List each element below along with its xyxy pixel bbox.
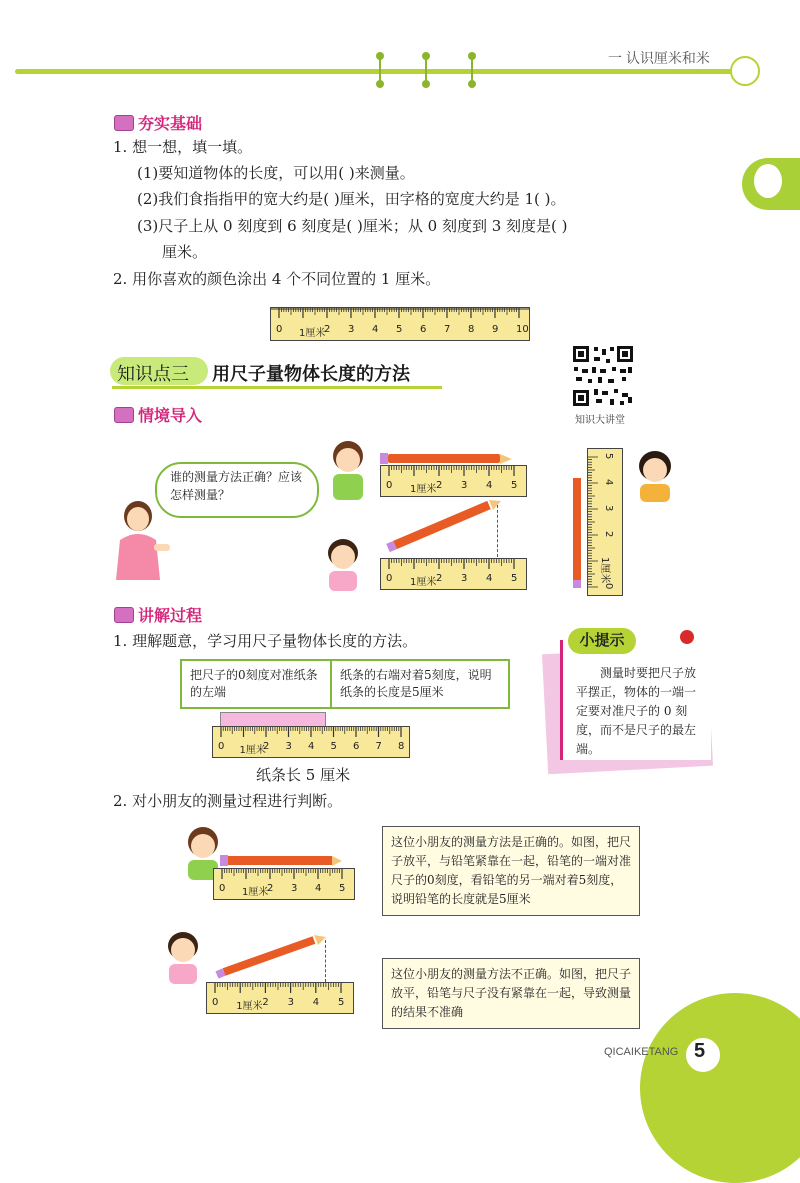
pencil-illustration	[228, 856, 332, 865]
binder-clip-icon	[422, 52, 430, 88]
qr-caption: 知识大讲堂	[575, 415, 625, 426]
section-title-basics: 夯实基础	[138, 116, 203, 133]
ruler-label: 3	[285, 741, 292, 752]
ruler-5cm-correct[interactable]	[213, 868, 355, 900]
ruler-label: 4	[312, 997, 320, 1008]
ruler-label: 5	[338, 997, 345, 1008]
tip-title: 小提示	[568, 628, 636, 654]
ruler-5cm-vertical[interactable]	[587, 448, 623, 596]
ruler-label: 0	[276, 324, 283, 335]
guide-line	[497, 505, 498, 557]
girl-side-illustration	[634, 450, 676, 502]
ruler-label: 2	[603, 531, 614, 538]
pencil-illustration	[388, 454, 500, 463]
pencil-tip	[332, 856, 342, 866]
note-incorrect: 这位小朋友的测量方法不正确。如图，把尺子放平，铅笔与尺子没有紧靠在一起，导致测量的结果不准确	[382, 958, 640, 1029]
ruler-label: 6	[353, 741, 360, 752]
note-correct: 这位小朋友的测量方法是正确的。如图，把尺子放平，与铅笔紧靠在一起，铅笔的一端对准尺子的0刻度，看铅笔的另一端对着5刻度，说明铅笔的长度就是5厘米	[382, 826, 640, 916]
callout-right: 纸条的右端对着5刻度，说明纸条的长度是5厘米	[330, 659, 510, 709]
question-1-part-3-cont: 厘米。	[162, 243, 208, 261]
ruler-label: 2	[267, 883, 274, 894]
ruler-label: 8	[398, 741, 405, 752]
ruler-label: 4	[486, 573, 493, 584]
boy-illustration	[327, 440, 369, 504]
ruler-label: 5	[603, 453, 614, 460]
ruler-label: 3	[348, 324, 355, 335]
chapter-tab	[742, 158, 800, 210]
footer-brand: QICAIKETANG	[604, 1046, 679, 1058]
ruler-label: 5	[339, 883, 346, 894]
ruler-label: 10	[516, 324, 529, 335]
question-1-part-2: (2)我们食指指甲的宽大约是( )厘米，田字格的宽度大约是 1( )。	[137, 190, 566, 208]
ruler-label: 4	[315, 883, 322, 894]
girl-illustration	[162, 930, 204, 984]
pushpin-icon	[680, 630, 694, 644]
ruler-label: 8	[468, 324, 475, 335]
section-icon	[114, 407, 134, 423]
ruler-label: 1厘米	[239, 745, 266, 756]
ruler-label: 0	[212, 997, 219, 1008]
teacher-illustration	[112, 500, 172, 580]
ruler-5cm-incorrect[interactable]	[206, 982, 354, 1014]
ruler-label: 2	[436, 480, 443, 491]
binder-clip-icon	[468, 52, 476, 88]
ruler-label: 0	[219, 883, 226, 894]
ruler-label: 0	[386, 480, 393, 491]
ruler-label: 5	[511, 573, 518, 584]
mascot-icon	[730, 56, 760, 86]
footer-decoration	[640, 993, 800, 1183]
qr-code-icon[interactable]	[572, 345, 634, 407]
section-title-explain: 讲解过程	[138, 608, 203, 625]
section-title-scenario: 情境导入	[138, 408, 203, 425]
ruler-label: 5	[511, 480, 518, 491]
ruler-label: 4	[372, 324, 379, 335]
ruler-label: 6	[420, 324, 427, 335]
explain-step-1: 1. 理解题意，学习用尺子量物体长度的方法。	[113, 632, 418, 650]
ruler-label: 2	[262, 997, 269, 1008]
ruler-label: 3	[291, 883, 298, 894]
knowledge-title: 用尺子量物体长度的方法	[212, 364, 410, 384]
ruler-label: 7	[375, 741, 382, 752]
question-1-part-1: (1)要知道物体的长度，可以用( )来测量。	[137, 164, 415, 182]
vertical-pencil-eraser	[573, 580, 581, 588]
ruler-label: 5	[330, 741, 337, 752]
slanted-pencil-illustration	[385, 497, 505, 557]
ruler-label: 1厘米	[410, 484, 437, 495]
ruler-5cm-scenario-a[interactable]	[380, 465, 527, 497]
guide-line	[325, 940, 326, 982]
ruler-label: 1厘米	[410, 577, 437, 588]
question-1-stem: 1. 想一想，填一填。	[113, 138, 253, 156]
ruler-label: 4	[603, 479, 614, 486]
explain-step-2: 2. 对小朋友的测量过程进行判断。	[113, 792, 343, 810]
ruler-label: 1厘米	[299, 328, 326, 339]
ruler-8cm[interactable]	[212, 726, 410, 758]
chapter-title: 一 认识厘米和米	[608, 50, 710, 66]
ruler-label: 2	[436, 573, 443, 584]
ruler-label: 3	[461, 573, 468, 584]
paper-strip-caption: 纸条长 5 厘米	[256, 766, 351, 784]
binder-clip-icon	[376, 52, 384, 88]
pencil-eraser	[380, 453, 388, 464]
question-1-part-3: (3)尺子上从 0 刻度到 6 刻度是( )厘米；从 0 刻度到 3 刻度是( )	[137, 217, 568, 235]
ruler-label: 3	[287, 997, 294, 1008]
ruler-label: 9	[492, 324, 499, 335]
ruler-label: 3	[461, 480, 468, 491]
question-2-stem: 2. 用你喜欢的颜色涂出 4 个不同位置的 1 厘米。	[113, 270, 441, 288]
ruler-10cm[interactable]	[270, 307, 530, 341]
ruler-5cm-scenario-b[interactable]	[380, 558, 527, 590]
ruler-label: 0	[386, 573, 393, 584]
ruler-label: 4	[486, 480, 493, 491]
pencil-eraser	[220, 855, 228, 866]
ruler-label: 1厘米	[599, 557, 610, 584]
callout-left: 把尺子的0刻度对准纸条的左端	[180, 659, 332, 709]
ruler-label: 7	[444, 324, 451, 335]
speech-text: 谁的测量方法正确？应该怎样测量？	[170, 470, 303, 502]
ruler-label: 2	[263, 741, 270, 752]
ruler-label: 0	[218, 741, 225, 752]
ruler-label: 4	[308, 741, 315, 752]
ruler-label: 3	[603, 505, 614, 512]
section-icon	[114, 115, 134, 131]
knowledge-label: 知识点三	[117, 364, 189, 384]
ruler-label: 2	[324, 324, 331, 335]
ruler-label: 0	[603, 583, 614, 590]
section-icon	[114, 607, 134, 623]
slanted-pencil-illustration	[214, 930, 334, 980]
ruler-label: 1厘米	[236, 1001, 263, 1012]
ruler-label: 5	[396, 324, 403, 335]
ruler-label: 1厘米	[242, 887, 269, 898]
vertical-pencil-illustration	[573, 478, 581, 580]
knowledge-underline	[112, 386, 442, 389]
header-rule	[15, 69, 735, 74]
page-number: 5	[694, 1040, 706, 1062]
pencil-tip	[500, 454, 512, 464]
girl-illustration	[322, 537, 364, 591]
tip-text: 测量时要把尺子放平摆正，物体的一端一定要对准尺子的 0 刻度，而不是尺子的最左端。	[576, 666, 697, 756]
